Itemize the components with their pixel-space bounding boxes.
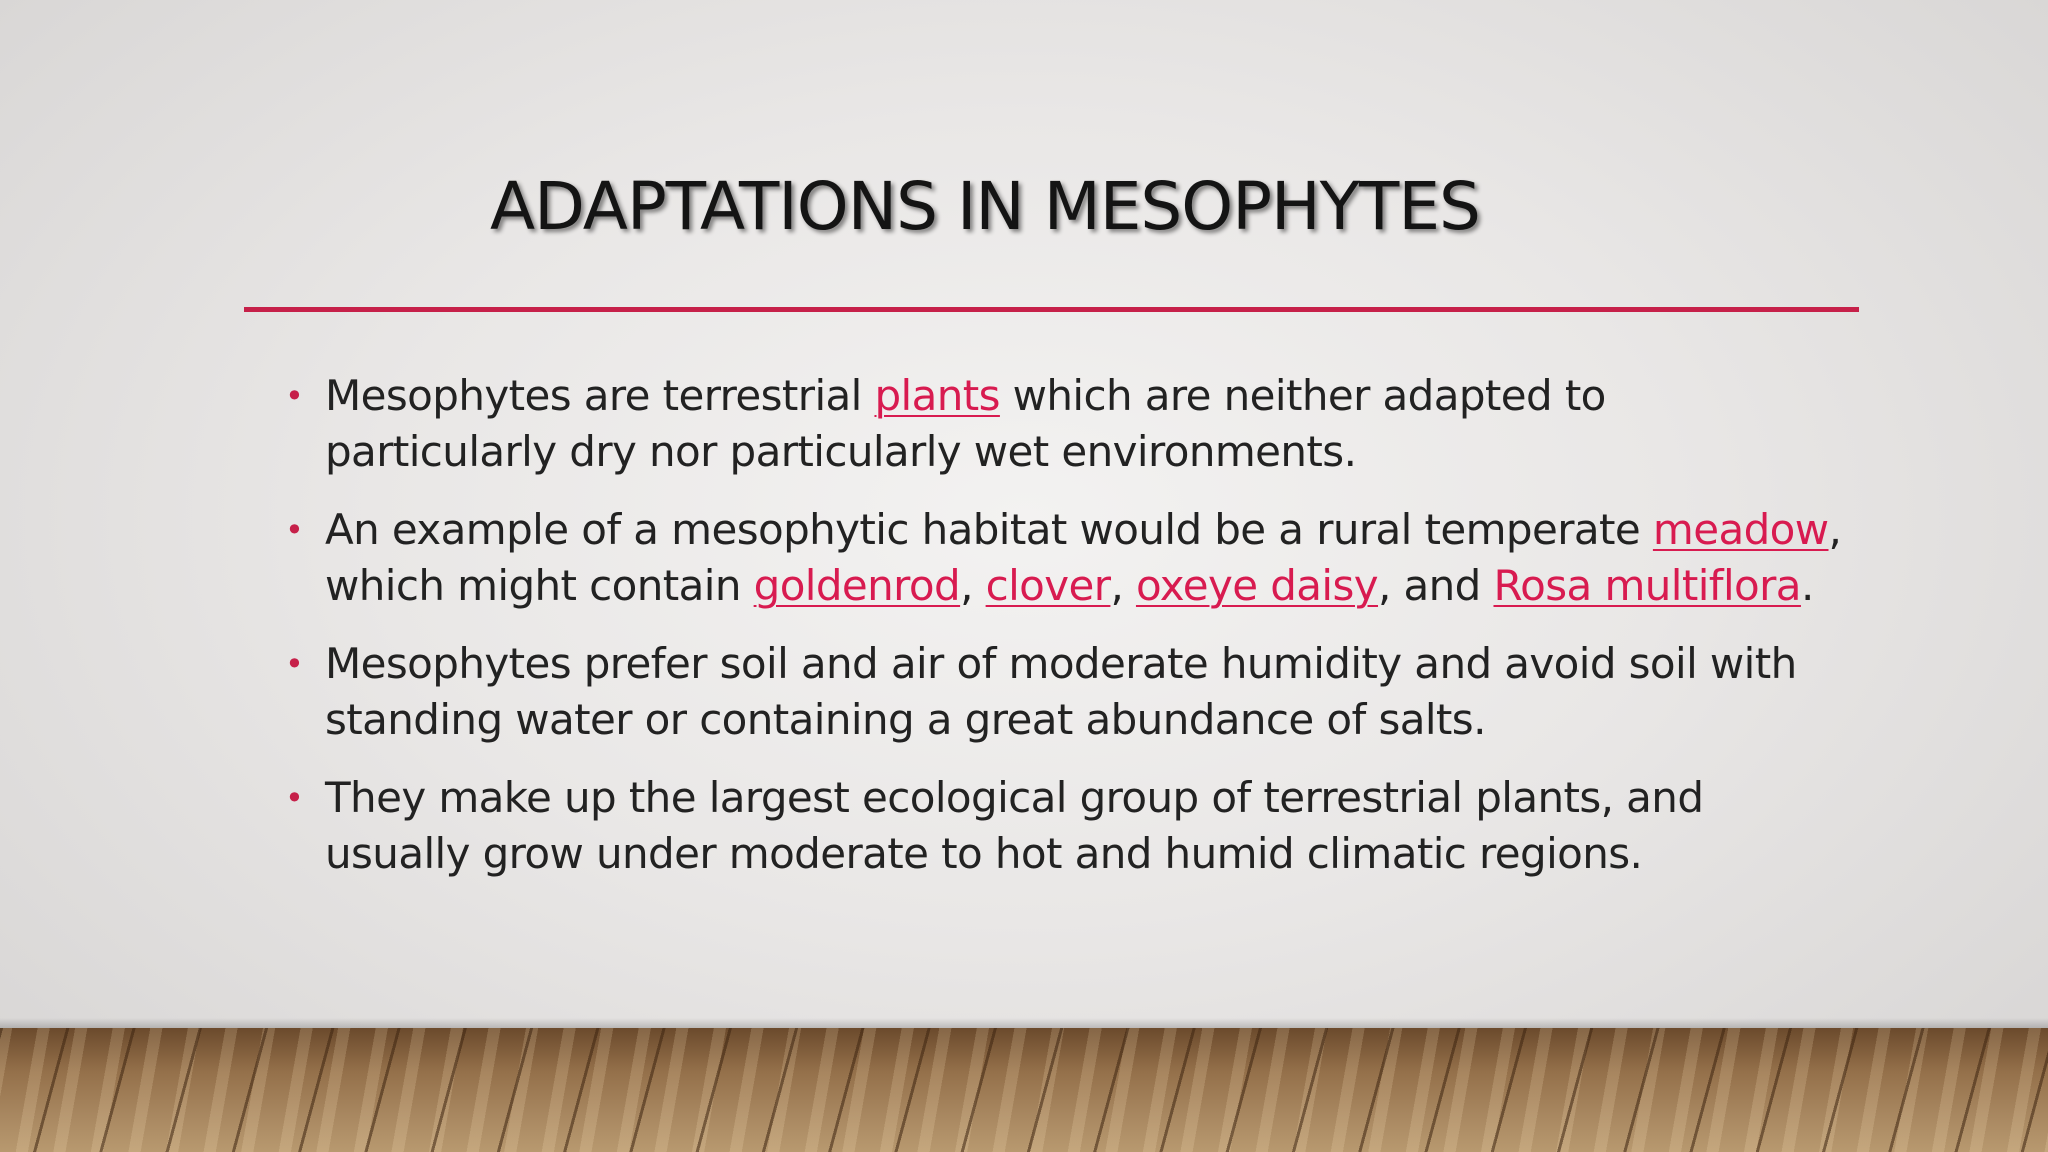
bullet-text: , xyxy=(960,561,986,610)
bullet-list xyxy=(285,368,1845,904)
link-clover[interactable]: clover xyxy=(985,561,1111,610)
bullet-item-2 xyxy=(285,502,1845,614)
bullet-text: An example of a mesophytic habitat would be a rural temperate xyxy=(325,505,1653,554)
link-meadow[interactable]: meadow xyxy=(1652,505,1829,554)
bullet-dot-icon: • xyxy=(285,511,304,549)
bullet-text: , and xyxy=(1378,561,1494,610)
bullet-item-1 xyxy=(285,368,1845,480)
bullet-text: which are neither adapted to particularly dry nor particularly wet environments. xyxy=(325,371,1606,476)
bullet-dot-icon: • xyxy=(285,377,304,415)
bullet-dot-icon: • xyxy=(285,779,304,817)
bullet-item-4 xyxy=(285,770,1845,882)
link-goldenrod[interactable]: goldenrod xyxy=(753,561,961,610)
link-rosa-multiflora[interactable]: Rosa multiflora xyxy=(1493,561,1801,610)
bullet-item-3 xyxy=(285,636,1845,748)
title-divider xyxy=(244,307,1859,312)
slide-title: ADAPTATIONS IN MESOPHYTES xyxy=(490,168,1480,245)
bullet-text: Mesophytes prefer soil and air of moderate humidity and avoid soil with standing water or containing a great abundance of salts. xyxy=(325,639,1797,744)
bullet-text: , xyxy=(1110,561,1136,610)
wood-floor-decoration xyxy=(0,1028,2048,1152)
bullet-text: , which might contain xyxy=(325,505,1842,610)
link-oxeye-daisy[interactable]: oxeye daisy xyxy=(1135,561,1379,610)
bullet-text: Mesophytes are terrestrial xyxy=(325,371,875,420)
bullet-text: They make up the largest ecological group of terrestrial plants, and usually grow under moderate to hot and humid climatic regions. xyxy=(325,773,1704,878)
bullet-text: . xyxy=(1800,561,1814,610)
bullet-dot-icon: • xyxy=(285,645,304,683)
link-plants[interactable]: plants xyxy=(874,371,1000,420)
